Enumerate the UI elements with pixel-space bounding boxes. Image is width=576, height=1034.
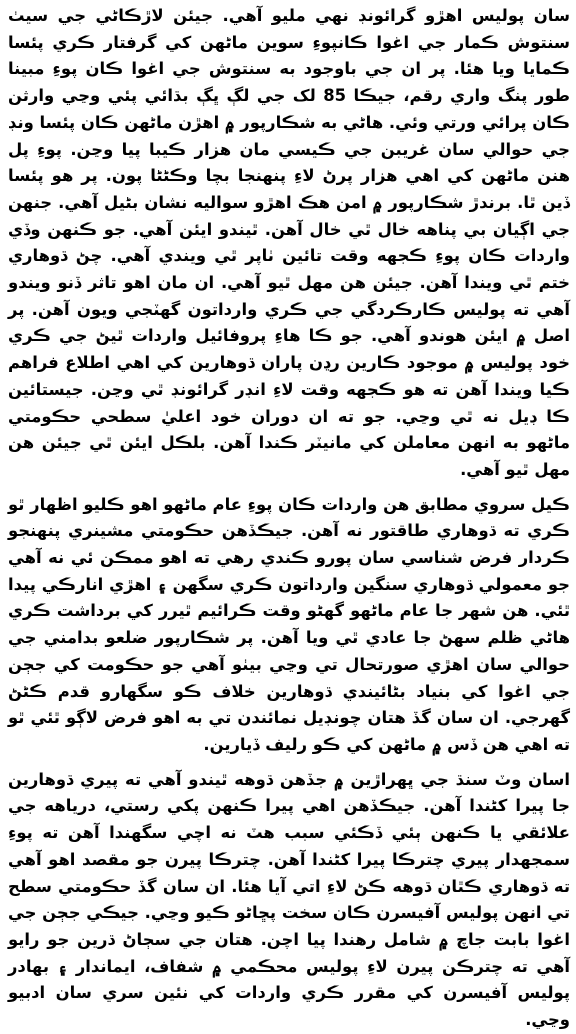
paragraph: سان پوليس اهڙو گرائونڊ نهي مليو آهي. جيئن لاڙڪاڻي جي سيٺ سنتوش ڪمار جي اغوا ڪانپوءِ سوين ماڻهن کي گرفتار ڪري پئسا ڪمايا ويا هئا. پر ان جي باوجود به سنتوش جي اغوا ڪان پوءِ مبينا طور پنگ واري رقم، جيڪا 85 لک جي لڳ ڀڳ بڌائي پئي وڃي وارثن ڪان پرائي ورتي وئي. هاڻي به شڪارپور ۾ اهڙن ماڻهن ڪان پئسا ونڊ جي حوالي سان غريبن جي ڪيسي مان هزار ڪيبا پيا وڃن. پوءِ پل هنن ماڻهن کي اهي هزار پرڻ لاءِ پنهنجا بچا وڪڻڻا پون. پر هو پئسا ڏين ٿا. برندڙ شڪارپور ۾ امن هڪ اهڙو سواليه نشان بڻيل آهي. جنهن جي اڳيان بي پناهه خال ٿي خال آهن. ٿيندو ايئن آهي. جو ڪنهن وڏي واردات ڪان پوءِ ڪجهه وقت تائين ٺاپر ٿي ويندي آهي. چڻ ڌوهاري ختم ٿي ويندا آهن. جيئن هن مهل ٿيو آهي. ان مان اهو تاثر ڏنو ويندو آهي ته پوليس ڪارڪردگي جي ڪري وارداتون گهٽجي ويون آهن. پر اصل ۾ ايئن هوندو آهي. جو ڪا هاءِ پروفائيل واردات ٿيڻ جي ڪري خود پوليس ۾ موجود ڪارين رڍن پاران ڌوهارين کي اهي اطلاع فراهم ڪيا ويندا آهن ته هو ڪجهه وقت لاءِ انڊر گرائونڊ ٿي وڃن. جيستائين ڪا ڊيل نه ٿي وڃي. جو ته ان دوران خود اعليٰ سطحي حڪومتي ماڻهو به انهن معاملن کي مانيٽر ڪندا آهن. بلڪل ايئن ٿي جيئن هن مهل ٿيو آهي. (8, 6, 570, 479)
paragraph: ڪيل سروي مطابق هن واردات ڪان پوءِ عام ماڻهو اهو ڪليو اظهار ٿو ڪري ته ڌوهاري طاقتور نه آهن. جيڪڏهن حڪومتي مشينري پنهنجو ڪردار فرض شناسي سان پورو ڪندي رهي ته اهو ممڪن ئي نه آهي جو معمولي ڌوهاري سنگين وارداتون ڪري سگهن ۽ اهڙي انارڪي پيدا ٿئي. هن شهر جا عام ماڻهو گهڻو وقت ڪرائيم ٿيرر کي برداشت ڪري هاڻي ظلم سهڻ جا عادي ٿي ويا آهن. پر شڪارپور ضلعو بدامني جي حوالي سان اهڙي صورتحال تي وڃي بيٺو آهي جو حڪومت کي جڄن جي اغوا کي بنياد بڻائيندي ڌوهارين خلاف ڪو سگهارو قدم ڪڻڻ گهرجي. ان سان گڏ هتان چونڊيل نمائندن تي به اهو فرض لاڳو ٿئي ٿو ته اهي هن ڏس ۾ ماڻهن کي ڪو رليف ڏيارين. (8, 494, 570, 754)
paragraph: اسان وٽ سنڌ جي ڀهراڙين ۾ جڏهن ڌوهه ٿيندو آهي ته پيري ڌوهارين جا پيرا کڻندا آهن. جيڪڏهن اهي پيرا ڪنهن پکي رستي، درياهه جي علائقي يا ڪنهن ٻئي ڏڪئي سبب هٽ نه اچي سگهندا آهن ته پوءِ سمجهدار پيري چترڪا پيرا کڻندا آهن. چترڪا پيرن جو مقصد اهو آهي ته ڌوهاري ڪٿان ڌوهه ڪڻ لاءِ اتي آيا هئا. ان سان گڏ حڪومتي سطح تي انهن پوليس آفيسرن ڪان سخت پڇاڻو ڪيو وڃي. جيڪي جڄن جي اغوا بابت جاچ ۾ شامل رهندا پيا اچن. هتان جي سڄاڻ ڌرين جو رايو آهي ته چترڪن پيرن لاءِ پوليس محڪمي ۾ شفاف، ايماندار ۽ بهادر پوليس آفيسرن کي مقرر ڪري واردات کي نئين سري سان ادبيو وڃي. (8, 769, 570, 1030)
